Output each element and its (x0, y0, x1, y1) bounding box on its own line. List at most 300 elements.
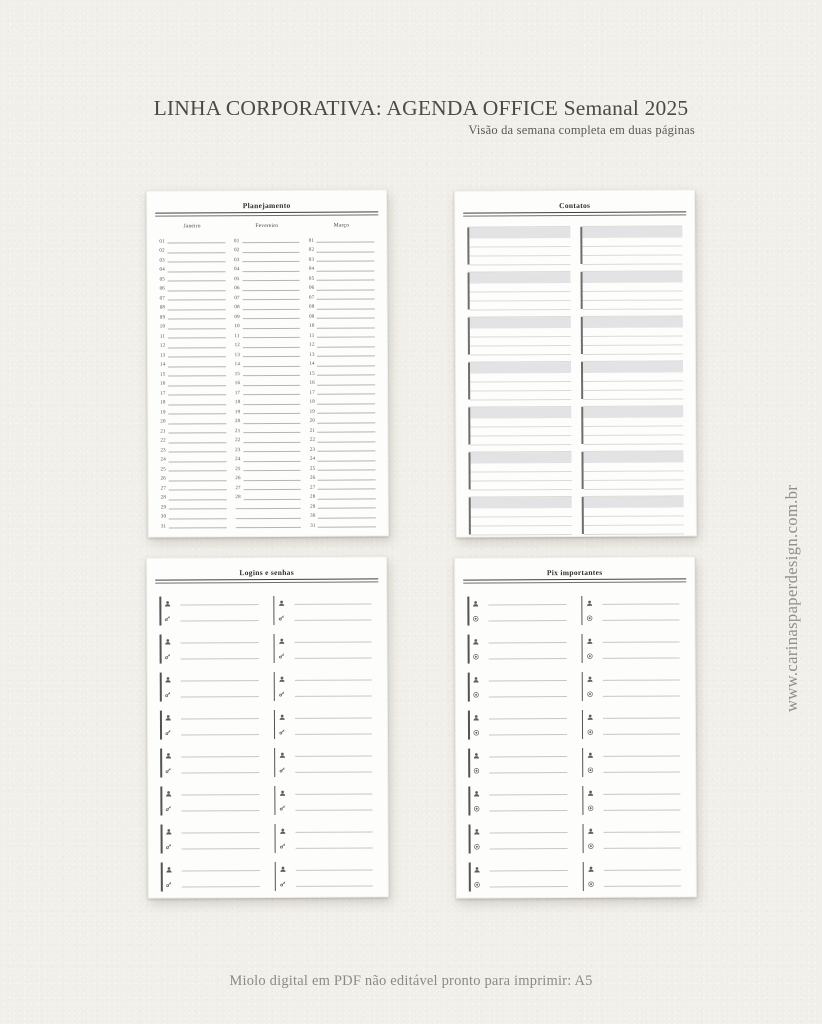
credential-field (273, 648, 375, 664)
user-icon (587, 827, 594, 835)
day-number: 10 (159, 324, 166, 330)
block-accent-bar (467, 228, 469, 265)
user-icon (165, 713, 172, 721)
block-accent-bar (161, 825, 163, 854)
user-icon (473, 789, 480, 797)
credential-block (273, 708, 375, 740)
writing-line (294, 695, 372, 696)
writing-line (181, 718, 259, 719)
credential-block (160, 671, 262, 703)
writing-line (603, 847, 681, 848)
writing-line (181, 696, 259, 697)
day-number: 22 (235, 438, 241, 444)
day-number: 22 (160, 438, 166, 444)
writing-line (602, 619, 680, 620)
writing-line (489, 756, 567, 757)
day-number: 18 (309, 399, 315, 405)
page-title: LINHA CORPORATIVA: AGENDA OFFICE Semanal 2025 (153, 96, 689, 120)
name-field-band (470, 272, 571, 284)
credential-field (160, 785, 262, 801)
key-icon (166, 843, 173, 851)
header (147, 96, 695, 138)
day-row (310, 423, 376, 433)
day-number: 19 (309, 409, 316, 415)
credential-block (274, 860, 376, 892)
block-accent-bar (273, 634, 275, 663)
day-number: 25 (235, 466, 241, 472)
day-row (310, 442, 376, 452)
day-number: 22 (309, 437, 316, 443)
writing-line (582, 300, 683, 310)
writing-line (181, 772, 259, 773)
header-subtitle: Visão da semana completa em duas páginas (468, 122, 695, 137)
block-accent-bar (582, 748, 584, 777)
day-row (309, 281, 375, 291)
user-icon (279, 789, 286, 797)
writing-line (603, 809, 681, 810)
block-accent-bar (468, 673, 470, 702)
user-icon (165, 789, 172, 797)
credential-field (582, 860, 684, 876)
contact-block (468, 316, 571, 355)
day-row (310, 433, 376, 443)
day-number: 20 (309, 418, 316, 424)
day-row (160, 339, 226, 349)
block-accent-bar (160, 711, 162, 740)
day-row (234, 253, 300, 263)
credential-field (273, 708, 375, 724)
writing-line (295, 885, 373, 886)
block-accent-bar (274, 824, 276, 853)
credential-field (160, 671, 262, 687)
credential-field (274, 800, 376, 816)
day-row (309, 319, 375, 329)
writing-line (470, 346, 571, 356)
writing-line (181, 658, 259, 659)
writing-line (295, 771, 373, 772)
credential-field (467, 611, 569, 627)
contact-block (469, 496, 572, 535)
credential-field (582, 746, 684, 762)
credential-block (468, 747, 570, 779)
key-icon (278, 614, 285, 622)
block-accent-bar (468, 635, 470, 664)
credential-field (160, 801, 262, 817)
user-icon (587, 865, 594, 873)
day-number: 02 (308, 247, 315, 253)
month-label: Janeiro (183, 223, 201, 230)
key-icon (165, 767, 172, 775)
contact-block (581, 405, 684, 444)
day-row (309, 233, 375, 243)
day-row (310, 518, 376, 528)
block-accent-bar (160, 749, 162, 778)
writing-line (489, 642, 567, 643)
block-accent-bar (274, 786, 276, 815)
credential-block (274, 784, 376, 816)
planner-month-column (309, 216, 376, 528)
key-icon (165, 729, 172, 737)
day-row (309, 271, 375, 281)
block-accent-bar (582, 786, 584, 815)
day-number: 20 (234, 419, 241, 425)
day-row (160, 282, 226, 292)
page-logins (146, 556, 389, 898)
writing-line (181, 756, 259, 757)
credential-block (582, 860, 684, 892)
day-number: 11 (309, 333, 315, 339)
user-icon (166, 827, 173, 835)
key-icon (279, 766, 286, 774)
day-number: 01 (308, 238, 315, 244)
credential-field (273, 724, 375, 740)
day-number: 29 (310, 504, 316, 510)
name-field-band (582, 271, 683, 283)
day-number: 28 (235, 495, 241, 501)
day-number: 07 (159, 296, 166, 302)
credential-field (581, 632, 683, 648)
credential-field (469, 823, 571, 839)
key-icon (279, 728, 286, 736)
day-row (160, 301, 226, 311)
day-row (160, 329, 226, 339)
day-number: 24 (160, 457, 166, 463)
writing-line (602, 695, 680, 696)
day-number: 08 (159, 305, 166, 311)
block-accent-bar (160, 787, 162, 816)
day-number: 04 (308, 266, 315, 272)
day-row (234, 319, 300, 329)
writing-line (489, 734, 567, 735)
day-row (161, 472, 227, 482)
contact-block (581, 450, 684, 489)
day-row (234, 291, 300, 301)
day-row (235, 424, 301, 434)
day-row (309, 262, 375, 272)
user-icon (587, 751, 594, 759)
user-icon (279, 865, 286, 873)
day-row (235, 395, 301, 405)
writing-line (295, 733, 373, 734)
name-field-band (471, 497, 572, 509)
block-accent-bar (274, 748, 276, 777)
day-row (309, 300, 375, 310)
writing-line (489, 810, 567, 811)
day-number: 24 (309, 456, 316, 462)
block-accent-bar (581, 672, 583, 701)
block-accent-bar (273, 710, 275, 739)
day-row (235, 386, 301, 396)
day-row (161, 510, 227, 520)
credential-field (274, 838, 376, 854)
credential-field (468, 763, 570, 779)
day-number: 03 (308, 257, 315, 263)
key-icon (164, 615, 171, 623)
day-row (309, 252, 375, 262)
credential-block (160, 747, 262, 779)
block-accent-bar (467, 597, 469, 626)
day-row (160, 405, 226, 415)
day-row (310, 414, 376, 424)
writing-line (602, 604, 680, 605)
block-accent-bar (581, 596, 583, 625)
day-number: 15 (309, 371, 315, 377)
writing-line (294, 680, 372, 681)
writing-line (295, 832, 373, 833)
day-number: 27 (235, 485, 241, 491)
day-row (309, 366, 375, 376)
day-number: 26 (235, 476, 241, 482)
credential-field (468, 747, 570, 763)
day-row (234, 329, 300, 339)
user-icon (473, 713, 480, 721)
name-field-band (470, 317, 571, 329)
writing-line (294, 718, 372, 719)
user-icon (165, 675, 172, 683)
day-row (234, 234, 300, 244)
credential-field (273, 686, 375, 702)
writing-line (182, 848, 260, 849)
day-number: 05 (159, 277, 165, 283)
key-icon (279, 842, 286, 850)
day-number: 21 (235, 428, 241, 434)
name-field-band (583, 406, 684, 418)
day-row (234, 272, 300, 282)
name-field-band (582, 316, 683, 328)
day-number: 05 (234, 276, 240, 282)
writing-line (181, 734, 259, 735)
day-number: 17 (160, 391, 166, 397)
writing-line (180, 604, 258, 605)
day-number: 12 (159, 343, 166, 349)
pix-coin-icon (586, 614, 593, 622)
credential-field (469, 839, 571, 855)
day-row (310, 404, 376, 414)
credential-field (581, 670, 683, 686)
credential-block (582, 746, 684, 778)
day-row (235, 376, 301, 386)
credential-block (274, 746, 376, 778)
contact-block (580, 270, 683, 309)
day-number: 29 (160, 505, 167, 511)
pix-coin-icon (474, 843, 481, 851)
pix-title: Pix importantes (546, 567, 603, 578)
writing-line (295, 794, 373, 795)
credential-field (274, 784, 376, 800)
pix-coin-icon (473, 767, 480, 775)
day-row (235, 348, 301, 358)
block-accent-bar (273, 596, 275, 625)
month-label: Fevereiro (255, 222, 279, 230)
block-accent-bar (468, 363, 470, 400)
day-row (160, 320, 226, 330)
writing-line (180, 620, 258, 621)
credential-field (468, 687, 570, 703)
writing-line (236, 527, 302, 528)
writing-line (295, 756, 373, 757)
block-accent-bar (160, 635, 162, 664)
day-number: 06 (234, 286, 240, 292)
credential-field (160, 687, 262, 703)
day-row (235, 509, 301, 519)
credential-field (160, 763, 262, 779)
user-icon (473, 675, 480, 683)
day-number: 04 (159, 267, 165, 273)
pix-coin-icon (472, 615, 479, 623)
contact-block (580, 315, 683, 354)
day-row (235, 443, 301, 453)
credential-field (581, 594, 683, 610)
day-number: 05 (308, 276, 315, 282)
day-number: 14 (234, 362, 241, 368)
writing-line (294, 619, 372, 620)
day-row (310, 509, 376, 519)
credential-block (582, 822, 684, 854)
day-number: 15 (234, 371, 241, 377)
credential-block (468, 671, 570, 703)
credential-field (161, 823, 263, 839)
credential-block (468, 709, 570, 741)
block-accent-bar (159, 597, 161, 626)
pix-coin-icon (587, 728, 594, 736)
credential-field (468, 725, 570, 741)
pix-coin-icon (474, 881, 481, 889)
block-accent-bar (160, 673, 162, 702)
writing-line (489, 718, 567, 719)
day-row (160, 396, 226, 406)
day-row (309, 385, 375, 395)
pix-coin-icon (473, 805, 480, 813)
day-row (160, 453, 226, 463)
day-row (159, 244, 225, 254)
user-icon (165, 751, 172, 759)
key-icon (165, 653, 172, 661)
credential-block (469, 861, 571, 893)
day-row (160, 367, 226, 377)
pix-grid (467, 594, 684, 892)
writing-line (488, 604, 566, 605)
block-accent-bar (468, 787, 470, 816)
day-number: 07 (234, 295, 240, 301)
day-row (160, 348, 226, 358)
user-icon (474, 827, 481, 835)
day-number: 07 (308, 295, 315, 301)
credential-field (273, 632, 375, 648)
key-icon (165, 805, 172, 813)
user-icon (278, 599, 285, 607)
credential-field (161, 839, 263, 855)
writing-line (488, 620, 566, 621)
credential-field (468, 801, 570, 817)
user-icon (587, 789, 594, 797)
user-icon (586, 637, 593, 645)
credential-field (581, 610, 683, 626)
credential-field (581, 708, 683, 724)
writing-line (295, 870, 373, 871)
block-accent-bar (582, 862, 584, 891)
writing-line (603, 794, 681, 795)
credential-field (274, 762, 376, 778)
day-row (310, 452, 376, 462)
writing-line (603, 756, 681, 757)
footer-caption: Miolo digital em PDF não editável pronto para imprimir: A5 (229, 973, 593, 989)
day-row (161, 500, 227, 510)
day-number: 14 (309, 361, 315, 367)
day-number: 30 (310, 513, 316, 519)
name-field-band (469, 227, 570, 239)
user-icon (472, 599, 479, 607)
user-icon (278, 637, 285, 645)
credential-block (159, 595, 261, 627)
credential-field (581, 648, 683, 664)
day-number: 27 (309, 485, 316, 491)
day-number: 03 (159, 258, 165, 264)
day-row (160, 386, 226, 396)
day-number: 10 (234, 324, 240, 330)
writing-line (181, 810, 259, 811)
writing-line (490, 870, 568, 871)
day-number: 02 (159, 248, 165, 254)
watermark-url: www.carinaspaperdesign.com.br (782, 484, 801, 712)
title-rule (155, 578, 378, 583)
writing-line (181, 794, 259, 795)
day-number: 13 (234, 352, 241, 358)
writing-line (603, 885, 681, 886)
contact-block (468, 271, 571, 310)
day-number: 01 (234, 238, 240, 244)
credential-block (161, 823, 263, 855)
writing-line (603, 733, 681, 734)
contact-block (580, 225, 683, 264)
planejamento-title: Planejamento (242, 200, 291, 211)
block-accent-bar (581, 634, 583, 663)
day-number: 20 (160, 419, 166, 425)
title-rule (463, 578, 686, 583)
user-icon (278, 675, 285, 683)
credential-block (581, 594, 683, 626)
credential-field (468, 649, 570, 665)
credential-field (274, 860, 376, 876)
contatos-grid (467, 225, 684, 534)
user-icon (586, 713, 593, 721)
day-row (309, 347, 375, 357)
writing-line (490, 886, 568, 887)
logins-grid (159, 594, 376, 892)
contact-block (580, 360, 683, 399)
block-accent-bar (468, 453, 470, 490)
writing-line (471, 526, 572, 536)
day-row (234, 262, 300, 272)
block-accent-bar (580, 317, 582, 354)
day-number: 12 (309, 342, 315, 348)
day-row (235, 471, 301, 481)
pix-coin-icon (473, 729, 480, 737)
credential-block (160, 709, 262, 741)
day-row (234, 281, 300, 291)
credential-field (161, 861, 263, 877)
credential-field (581, 724, 683, 740)
day-number: 25 (160, 467, 166, 473)
credential-field (582, 822, 684, 838)
writing-line (582, 345, 683, 355)
credential-field (273, 670, 375, 686)
day-row (309, 290, 375, 300)
writing-line (490, 848, 568, 849)
writing-line (182, 886, 260, 887)
day-number: 21 (160, 429, 166, 435)
day-number: 30 (160, 514, 167, 520)
day-number: 26 (309, 475, 316, 481)
